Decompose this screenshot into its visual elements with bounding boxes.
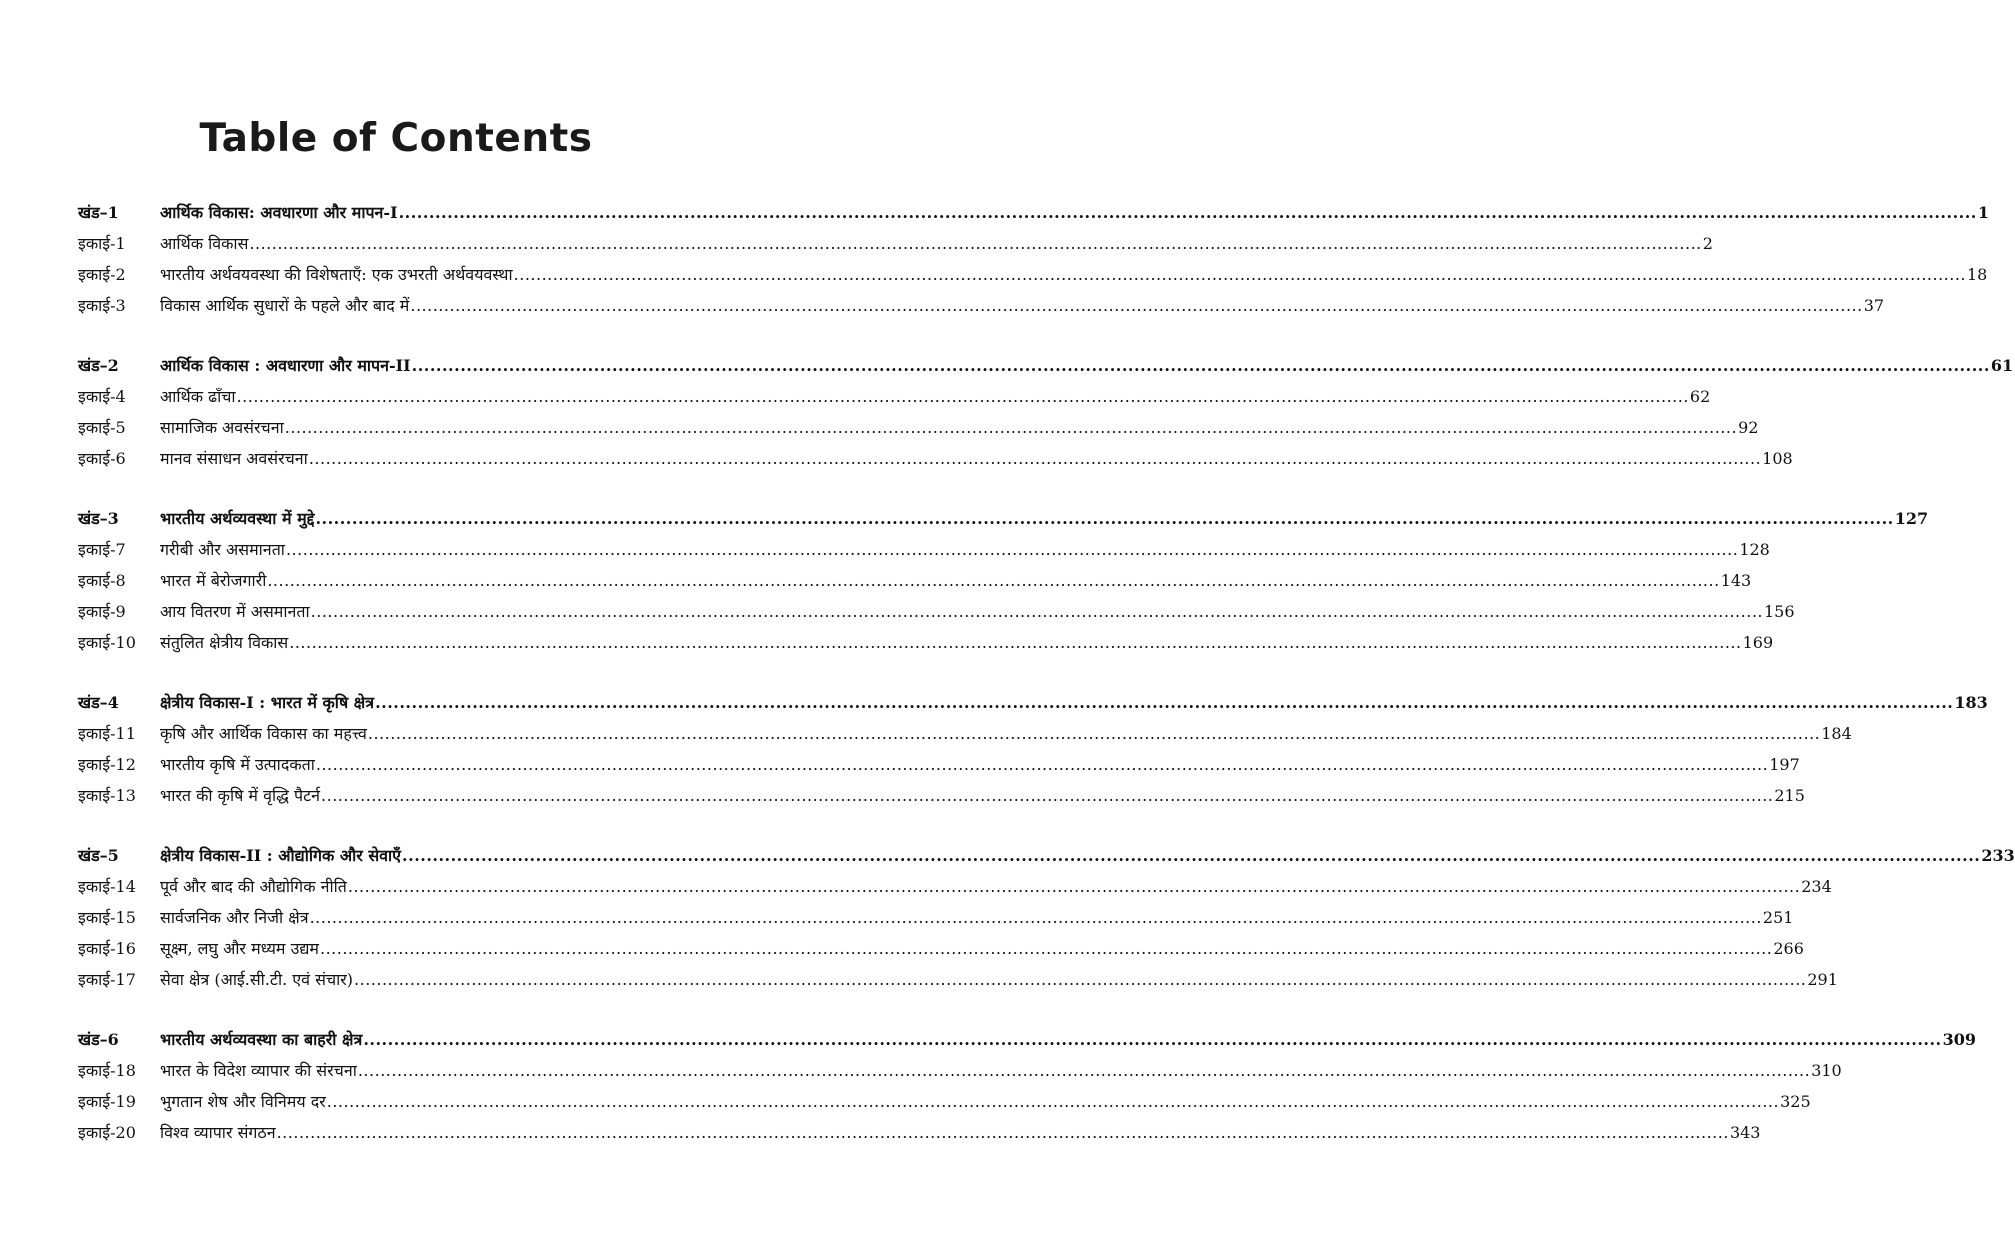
page-number: 62 bbox=[1689, 387, 1711, 406]
unit-label: इकाई-19 bbox=[78, 1092, 136, 1111]
unit-title: भारत में बेरोजगारी bbox=[160, 571, 267, 590]
page-number: 197 bbox=[1769, 755, 1800, 774]
toc-entry bbox=[78, 964, 1838, 995]
page-number: 169 bbox=[1742, 633, 1774, 652]
block-label: खंड–1 bbox=[78, 203, 119, 222]
page-number: 215 bbox=[1774, 786, 1805, 805]
unit-label: इकाई-15 bbox=[78, 908, 136, 927]
dot-leader: .................................................................................................................................................................................................................................................................... bbox=[347, 877, 1801, 896]
dot-leader: .................................................................................................................................................................................................................................................................... bbox=[357, 1061, 1811, 1080]
page-number: 291 bbox=[1807, 970, 1838, 989]
toc-entry bbox=[78, 290, 1885, 321]
dot-leader: .................................................................................................................................................................................................................................................................... bbox=[513, 265, 1966, 284]
toc-entry bbox=[78, 933, 1804, 964]
toc-block bbox=[78, 350, 2014, 474]
page-number: 156 bbox=[1763, 602, 1795, 621]
toc-block bbox=[78, 840, 2015, 995]
unit-title: भारत की कृषि में वृद्धि पैटर्न bbox=[160, 786, 321, 805]
unit-title: भारत के विदेश व्यापार की संरचना bbox=[160, 1061, 357, 1080]
page-number: 233 bbox=[1981, 846, 2015, 865]
block-label: खंड–6 bbox=[78, 1030, 119, 1049]
page-number: 234 bbox=[1801, 877, 1832, 896]
dot-leader: .................................................................................................................................................................................................................................................................... bbox=[284, 418, 1738, 437]
toc-entry bbox=[78, 780, 1805, 811]
toc-entry bbox=[78, 1055, 1842, 1086]
toc-block-heading bbox=[78, 350, 2014, 381]
unit-label: इकाई-14 bbox=[78, 877, 136, 896]
unit-title: आर्थिक ढाँचा bbox=[160, 387, 236, 406]
toc-block bbox=[78, 197, 1989, 321]
dot-leader: .................................................................................................................................................................................................................................................................... bbox=[410, 296, 1863, 315]
dot-leader: .................................................................................................................................................................................................................................................................... bbox=[411, 356, 1990, 375]
unit-label: इकाई-16 bbox=[78, 939, 136, 958]
block-label: खंड–4 bbox=[78, 693, 119, 712]
dot-leader: .................................................................................................................................................................................................................................................................... bbox=[363, 1030, 1942, 1049]
toc-list bbox=[78, 197, 2015, 1177]
dot-leader: .................................................................................................................................................................................................................................................................... bbox=[308, 449, 1762, 468]
dot-leader: .................................................................................................................................................................................................................................................................... bbox=[367, 724, 1821, 743]
toc-block bbox=[78, 1024, 1977, 1148]
toc-block-heading bbox=[78, 687, 1988, 718]
page-number: 325 bbox=[1780, 1092, 1811, 1111]
unit-title: गरीबी और असमानता bbox=[160, 540, 285, 559]
page-number: 108 bbox=[1762, 449, 1793, 468]
dot-leader: .................................................................................................................................................................................................................................................................... bbox=[321, 786, 1774, 805]
toc-entry bbox=[78, 228, 1713, 259]
dot-leader: .................................................................................................................................................................................................................................................................... bbox=[326, 1092, 1780, 1111]
dot-leader: .................................................................................................................................................................................................................................................................... bbox=[285, 540, 1739, 559]
page-number: 127 bbox=[1894, 509, 1929, 528]
dot-leader: .................................................................................................................................................................................................................................................................... bbox=[236, 387, 1689, 406]
unit-title: विश्व व्यापार संगठन bbox=[160, 1123, 276, 1142]
page-number: 183 bbox=[1954, 693, 1988, 712]
toc-entry bbox=[78, 596, 1795, 627]
toc-block-heading bbox=[78, 840, 2015, 871]
toc-block bbox=[78, 687, 1988, 811]
page-number: 184 bbox=[1821, 724, 1852, 743]
page-number: 1 bbox=[1977, 203, 1989, 222]
dot-leader: .................................................................................................................................................................................................................................................................... bbox=[315, 509, 1894, 528]
block-title: आर्थिक विकास : अवधारणा और मापन-II bbox=[160, 356, 411, 375]
unit-title: कृषि और आर्थिक विकास का महत्त्व bbox=[160, 724, 367, 743]
block-title: क्षेत्रीय विकास-I : भारत में कृषि क्षेत्र bbox=[160, 693, 375, 712]
toc-entry bbox=[78, 259, 1988, 290]
toc-entry bbox=[78, 1086, 1811, 1117]
unit-title: सार्वजनिक और निजी क्षेत्र bbox=[160, 908, 309, 927]
toc-entry bbox=[78, 534, 1770, 565]
unit-title: विकास आर्थिक सुधारों के पहले और बाद में bbox=[160, 296, 410, 315]
page-number: 309 bbox=[1942, 1030, 1977, 1049]
dot-leader: .................................................................................................................................................................................................................................................................... bbox=[354, 970, 1807, 989]
toc-block bbox=[78, 503, 1929, 658]
unit-label: इकाई-18 bbox=[78, 1061, 136, 1080]
unit-label: इकाई-9 bbox=[78, 602, 126, 621]
unit-label: इकाई-8 bbox=[78, 571, 126, 590]
page-number: 61 bbox=[1990, 356, 2014, 375]
page-number: 128 bbox=[1739, 540, 1770, 559]
block-title: भारतीय अर्थव्यवस्था का बाहरी क्षेत्र bbox=[160, 1030, 363, 1049]
page-number: 251 bbox=[1762, 908, 1794, 927]
unit-label: इकाई-10 bbox=[78, 633, 136, 652]
page-number: 266 bbox=[1773, 939, 1804, 958]
page-number: 343 bbox=[1729, 1123, 1761, 1142]
block-title: आर्थिक विकास: अवधारणा और मापन-I bbox=[160, 203, 398, 222]
dot-leader: .................................................................................................................................................................................................................................................................... bbox=[398, 203, 1977, 222]
page-number: 143 bbox=[1720, 571, 1752, 590]
page-number: 18 bbox=[1967, 265, 1988, 284]
toc-entry bbox=[78, 627, 1774, 658]
toc-entry bbox=[78, 443, 1793, 474]
unit-label: इकाई-6 bbox=[78, 449, 126, 468]
toc-entry bbox=[78, 1117, 1761, 1148]
page-number: 92 bbox=[1738, 418, 1759, 437]
unit-title: आय वितरण में असमानता bbox=[160, 602, 310, 621]
toc-entry bbox=[78, 412, 1759, 443]
unit-label: इकाई-11 bbox=[78, 724, 136, 743]
dot-leader: .................................................................................................................................................................................................................................................................... bbox=[315, 755, 1769, 774]
toc-entry bbox=[78, 565, 1752, 596]
dot-leader: .................................................................................................................................................................................................................................................................... bbox=[267, 571, 1720, 590]
toc-block-heading bbox=[78, 197, 1989, 228]
toc-entry bbox=[78, 718, 1852, 749]
unit-title: आर्थिक विकास bbox=[160, 234, 249, 253]
unit-label: इकाई-17 bbox=[78, 970, 136, 989]
unit-title: भुगतान शेष और विनिमय दर bbox=[160, 1092, 326, 1111]
toc-entry bbox=[78, 749, 1800, 780]
unit-label: इकाई-13 bbox=[78, 786, 136, 805]
toc-entry bbox=[78, 871, 1832, 902]
unit-title: सूक्ष्म, लघु और मध्यम उद्यम bbox=[160, 939, 319, 958]
toc-entry bbox=[78, 381, 1711, 412]
dot-leader: .................................................................................................................................................................................................................................................................... bbox=[276, 1123, 1729, 1142]
dot-leader: .................................................................................................................................................................................................................................................................... bbox=[375, 693, 1954, 712]
block-title: भारतीय अर्थव्यवस्था में मुद्दे bbox=[160, 509, 315, 528]
dot-leader: .................................................................................................................................................................................................................................................................... bbox=[310, 602, 1763, 621]
toc-block-heading bbox=[78, 503, 1929, 534]
unit-title: सामाजिक अवसंरचना bbox=[160, 418, 284, 437]
unit-label: इकाई-2 bbox=[78, 265, 126, 284]
block-label: खंड–2 bbox=[78, 356, 119, 375]
dot-leader: .................................................................................................................................................................................................................................................................... bbox=[402, 846, 1981, 865]
page-number: 37 bbox=[1863, 296, 1885, 315]
dot-leader: .................................................................................................................................................................................................................................................................... bbox=[309, 908, 1762, 927]
toc-entry bbox=[78, 902, 1794, 933]
unit-label: इकाई-3 bbox=[78, 296, 126, 315]
unit-label: इकाई-12 bbox=[78, 755, 136, 774]
unit-title: मानव संसाधन अवसंरचना bbox=[160, 449, 308, 468]
unit-title: पूर्व और बाद की औद्योगिक नीति bbox=[160, 877, 347, 896]
unit-title: भारतीय कृषि में उत्पादकता bbox=[160, 755, 315, 774]
unit-title: संतुलित क्षेत्रीय विकास bbox=[160, 633, 289, 652]
unit-label: इकाई-7 bbox=[78, 540, 126, 559]
block-label: खंड–5 bbox=[78, 846, 119, 865]
block-label: खंड–3 bbox=[78, 509, 119, 528]
block-title: क्षेत्रीय विकास-II : औद्योगिक और सेवाएँ bbox=[160, 846, 402, 865]
unit-label: इकाई-20 bbox=[78, 1123, 136, 1142]
page-number: 2 bbox=[1702, 234, 1713, 253]
dot-leader: .................................................................................................................................................................................................................................................................... bbox=[289, 633, 1742, 652]
toc-block-heading bbox=[78, 1024, 1977, 1055]
dot-leader: .................................................................................................................................................................................................................................................................... bbox=[320, 939, 1773, 958]
page-title: Table of Contents bbox=[199, 116, 593, 161]
page-number: 310 bbox=[1811, 1061, 1842, 1080]
unit-label: इकाई-5 bbox=[78, 418, 126, 437]
unit-label: इकाई-1 bbox=[78, 234, 126, 253]
unit-title: भारतीय अर्थवयवस्था की विशेषताएँ: एक उभरती अर्थवयवस्था bbox=[160, 265, 513, 284]
unit-label: इकाई-4 bbox=[78, 387, 126, 406]
unit-title: सेवा क्षेत्र (आई.सी.टी. एवं संचार) bbox=[160, 970, 354, 989]
dot-leader: .................................................................................................................................................................................................................................................................... bbox=[249, 234, 1702, 253]
